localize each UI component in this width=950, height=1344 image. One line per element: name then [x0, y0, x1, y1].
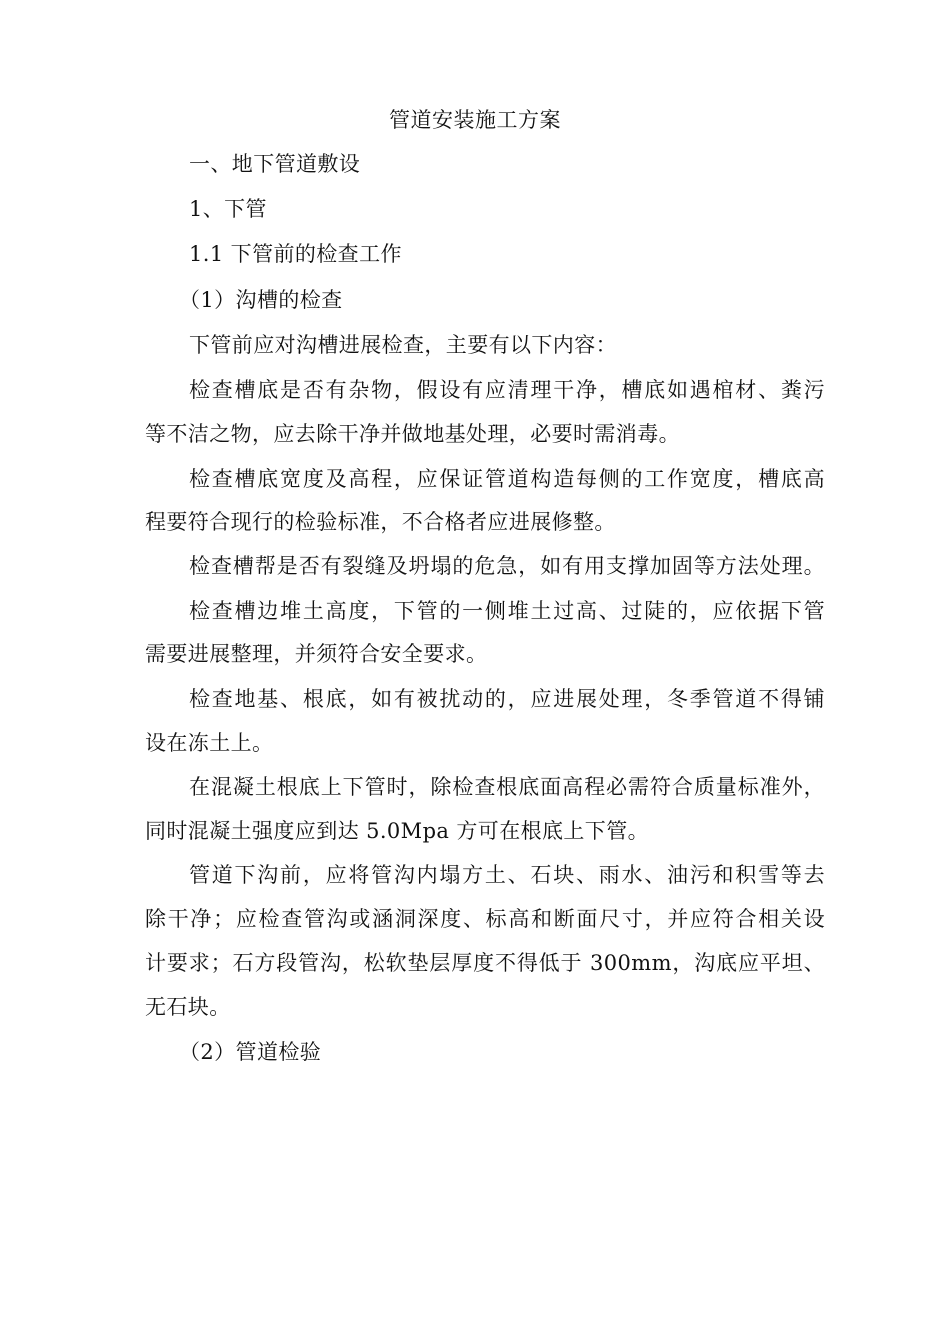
paragraph-line: 检查槽帮是否有裂缝及坍塌的危急，如有用支撑加固等方法处理。: [189, 554, 825, 578]
paragraph-line: 需要进展整理，并须符合安全要求。: [145, 642, 488, 666]
paragraph-line: 程要符合现行的检验标准，不合格者应进展修整。: [145, 510, 616, 534]
paragraph-line: 等不洁之物，应去除干净并做地基处理，必要时需消毒。: [145, 422, 680, 446]
paragraph-line: 检查地基、根底，如有被扰动的，应进展处理，冬季管道不得铺: [189, 687, 825, 711]
paragraph-line: 管道下沟前，应将管沟内塌方土、石块、雨水、油污和积雪等去: [189, 863, 825, 887]
paragraph-line: 下管前应对沟槽进展检查，主要有以下内容：: [189, 333, 617, 357]
paragraph-line: 无石块。: [145, 995, 231, 1019]
paragraph-line: 同时混凝土强度应到达 5.0Mpa 方可在根底上下管。: [145, 819, 650, 843]
section-heading: 一、地下管道敷设: [189, 152, 361, 176]
item-heading: （2）管道检验: [179, 1040, 322, 1064]
paragraph-line: 计要求；石方段管沟，松软垫层厚度不得低于 300mm，沟底应平坦、: [145, 951, 825, 975]
paragraph-line: 检查槽边堆土高度，下管的一侧堆土过高、过陡的，应依据下管: [189, 599, 825, 623]
paragraph-line: 检查槽底宽度及高程，应保证管道构造每侧的工作宽度，槽底高: [189, 467, 825, 491]
paragraph-line: 在混凝土根底上下管时，除检查根底面高程必需符合质量标准外，: [189, 775, 825, 799]
document-title: 管道安装施工方案: [389, 108, 561, 132]
subsection-heading: 1、下管: [189, 197, 267, 221]
subsection-heading: 1.1 下管前的检查工作: [189, 242, 402, 266]
paragraph-line: 设在冻土上。: [145, 731, 274, 755]
paragraph-line: 检查槽底是否有杂物，假设有应清理干净，槽底如遇棺材、粪污: [189, 378, 825, 402]
item-heading: （1）沟槽的检查: [179, 288, 343, 312]
paragraph-line: 除干净；应检查管沟或涵洞深度、标高和断面尺寸，并应符合相关设: [145, 907, 825, 931]
